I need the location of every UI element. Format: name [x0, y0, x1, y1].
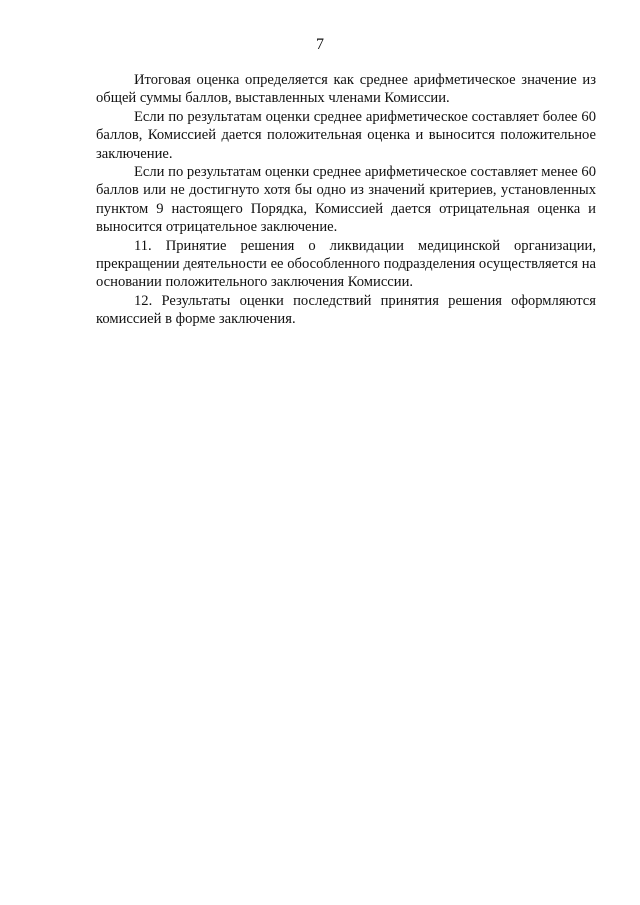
- paragraph-negative-conclusion: Если по результатам оценки среднее арифметическое составляет менее 60 баллов или не достигнуто хотя бы одно из значений критериев, установленных пунктом 9 настоящего Порядка, Комиссией дается отрицательная оценка и выносится отрицательное заключение.: [96, 164, 596, 236]
- paragraph-item-11: 11. Принятие решения о ликвидации медицинской организации, прекращении деятельности ее обособленного подразделения осуществляется на основании положительного заключения Комиссии.: [96, 237, 596, 291]
- paragraph-final-score: Итоговая оценка определяется как среднее арифметическое значение из общей суммы баллов, выставленных членами Комиссии.: [96, 72, 596, 107]
- paragraph-item-12: 12. Результаты оценки последствий принятия решения оформляются комиссией в форме заключения.: [96, 292, 596, 328]
- paragraph-positive-conclusion: Если по результатам оценки среднее арифметическое составляет более 60 баллов, Комиссией дается положительная оценка и выносится положительное заключение.: [96, 108, 596, 162]
- page-number: 7: [316, 36, 324, 53]
- document-body: [96, 71, 596, 329]
